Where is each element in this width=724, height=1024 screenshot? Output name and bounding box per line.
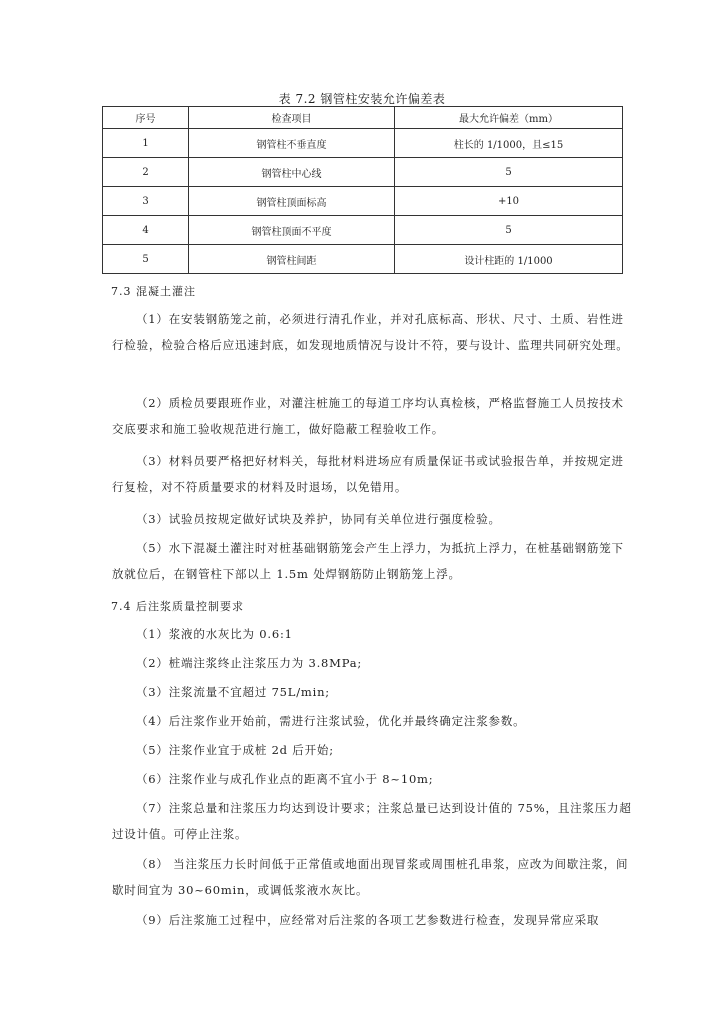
cell-tolerance: 5: [395, 158, 623, 187]
table-row: [103, 158, 623, 187]
table-row: [103, 245, 623, 274]
table-title: 表 7.2 钢管柱安装允许偏差表: [278, 92, 446, 106]
cell-index: 4: [103, 216, 189, 245]
paragraph: （8） 当注浆压力长时间低于正常值或地面出现冒浆或周围桩孔串浆，应改为间歇注浆，间歇时间宜为 30~60min，或调低浆液水灰比。: [112, 857, 629, 897]
paragraph: （2）桩端注浆终止注浆压力为 3.8MPa;: [136, 656, 363, 670]
paragraph: （3）注浆流量不宜超过 75L/min;: [136, 685, 330, 699]
paragraph: （1）在安装钢筋笼之前，必须进行清孔作业，并对孔底标高、形状、尺寸、土质、岩性进行检验，检验合格后应迅速封底，如发现地质情况与设计不符，要与设计、监理共同研究处理。: [112, 312, 629, 352]
cell-index: 1: [103, 129, 189, 158]
cell-item: 钢管柱中心线: [189, 158, 395, 187]
header-tolerance: 最大允许偏差（mm）: [395, 107, 623, 129]
cell-index: 2: [103, 158, 189, 187]
paragraph: （9）后注浆施工过程中，应经常对后注浆的各项工艺参数进行检查，发现异常应采取: [136, 913, 600, 927]
cell-item: 钢管柱顶面标高: [189, 187, 395, 216]
paragraph: （5）水下混凝土灌注时对桩基础钢筋笼会产生上浮力，为抵抗上浮力，在桩基础钢筋笼下放就位后，在钢管柱下部以上 1.5m 处焊钢筋防止钢筋笼上浮。: [112, 541, 624, 581]
table-row: [103, 129, 623, 158]
cell-item: 钢管柱顶面不平度: [189, 216, 395, 245]
paragraph: （7）注浆总量和注浆压力均达到设计要求；注浆总量已达到设计值的 75%，且注浆压力超过设计值。可停止注浆。: [112, 801, 632, 841]
paragraph: （6）注浆作业与成孔作业点的距离不宜小于 8~10m;: [136, 772, 434, 786]
header-index: 序号: [103, 107, 189, 129]
cell-index: 3: [103, 187, 189, 216]
cell-item: 钢管柱不垂直度: [189, 129, 395, 158]
tolerance-table: [102, 106, 623, 274]
table-header-row: [103, 107, 623, 129]
paragraph: （3）材料员要严格把好材料关，每批材料进场应有质量保证书或试验报告单，并按规定进行复检，对不符质量要求的材料及时退场，以免错用。: [112, 454, 624, 494]
table-row: [103, 216, 623, 245]
cell-tolerance: 柱长的 1/1000，且≤15: [395, 129, 623, 158]
paragraph: （1）浆液的水灰比为 0.6:1: [136, 627, 293, 641]
cell-item: 钢管柱间距: [189, 245, 395, 274]
paragraph: （3）试验员按规定做好试块及养护，协同有关单位进行强度检验。: [136, 512, 501, 526]
cell-tolerance: 5: [395, 216, 623, 245]
paragraph: （2）质检员要跟班作业，对灌注桩施工的每道工序均认真检核，严格监督施工人员按技术交底要求和施工验收规范进行施工，做好隐蔽工程验收工作。: [112, 396, 624, 436]
paragraph: （5）注浆作业宜于成桩 2d 后开始;: [136, 743, 334, 757]
table-row: [103, 187, 623, 216]
paragraph: （4）后注浆作业开始前，需进行注浆试验，优化并最终确定注浆参数。: [136, 714, 526, 728]
cell-index: 5: [103, 245, 189, 274]
section-heading-7-4: 7.4 后注浆质量控制要求: [111, 600, 244, 613]
header-item: 检查项目: [189, 107, 395, 129]
cell-tolerance: 设计柱距的 1/1000: [395, 245, 623, 274]
section-heading-7-3: 7.3 混凝土灌注: [111, 285, 196, 298]
cell-tolerance: +10: [395, 187, 623, 216]
